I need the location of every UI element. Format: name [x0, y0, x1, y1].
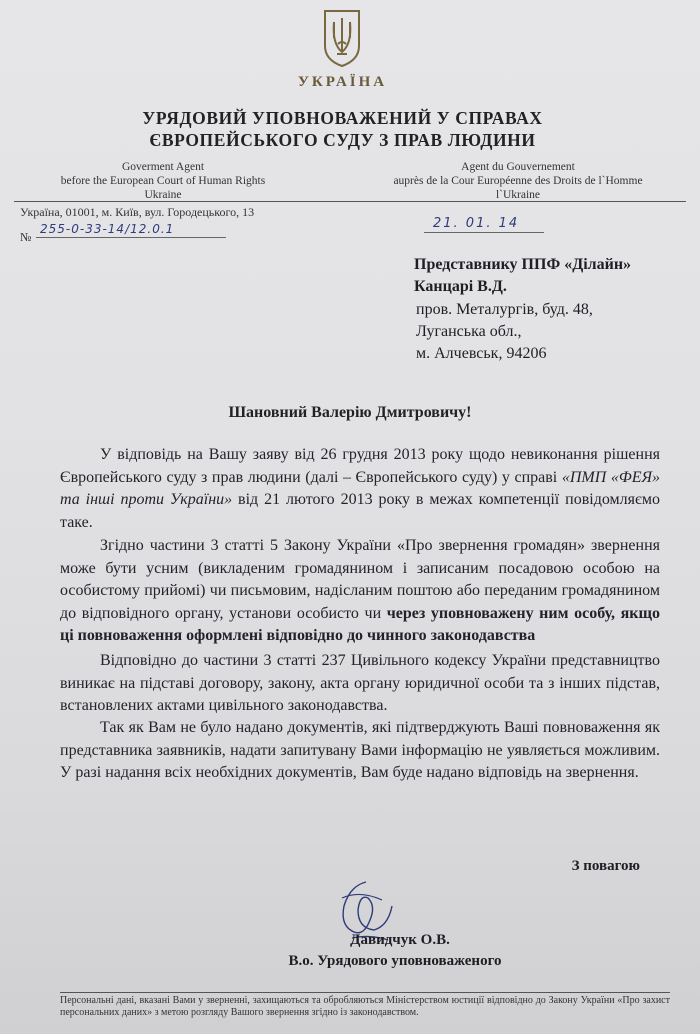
header-divider	[14, 201, 686, 202]
paragraph-2	[60, 535, 660, 648]
english-title-line1: Goverment Agent	[121, 161, 205, 173]
recipient-line3: пров. Металургів, буд. 48,	[416, 301, 593, 318]
number-label: №	[20, 230, 32, 244]
signer-name: Давидчук О.В.	[350, 932, 450, 948]
organization-title-line1: УРЯДОВИЙ УПОВНОВАЖЕНИЙ У СПРАВАХ	[142, 108, 543, 128]
personal-data-note: Персональні дані, вказані Вами у зверненні, захищаються та обробляються Міністерством юстиції відповідно до Закону України «Про захист персональних даних» з метою розгляду Вашого звернення згідно із законодавством.	[60, 995, 670, 1018]
english-title-line2: before the European Court of Human Rights	[60, 175, 266, 187]
sender-address: Україна, 01001, м. Київ, вул. Городецького, 13	[20, 205, 255, 219]
english-title-line3: Ukraine	[144, 189, 182, 201]
paragraph-4	[60, 717, 660, 785]
closing-regards: З повагою	[571, 858, 640, 874]
paragraph-2-bold-text: через уповноважену ним особу, якщо ці повноваження оформлені відповідно до чинного законодавства	[60, 604, 660, 644]
signer-title: В.о. Урядового уповноваженого	[288, 953, 502, 969]
letter-date: 21. 01. 14	[433, 216, 520, 231]
registration-number: 255-0-33-14/12.0.1	[40, 222, 175, 236]
footer-divider	[60, 992, 670, 993]
registration-number-line	[36, 237, 226, 238]
french-title	[368, 160, 668, 202]
french-title-line2: auprès de la Cour Européenne des Droits de l`Homme	[393, 175, 643, 187]
french-title-line3: l`Ukraine	[495, 189, 541, 201]
paragraph-1	[60, 444, 660, 534]
paragraph-3-text: Відповідно до частини 3 статті 237 Цивільного кодексу України представництво виникає на підставі договору, закону, акта органу юридичної особи та з інших підстав, встановлених актами цивільного законодавства.	[60, 652, 660, 714]
recipient-line1: Представнику ППФ «Ділайн»	[414, 256, 632, 273]
organization-title-line2: ЄВРОПЕЙСЬКОГО СУДУ З ПРАВ ЛЮДИНИ	[149, 130, 536, 150]
trident-coat-of-arms-icon	[322, 8, 362, 68]
paragraph-1-text-b: від 21 лютого 2013 року в межах компетенції повідомляємо таке.	[60, 491, 660, 531]
salutation: Шановний Валерію Дмитровичу!	[228, 404, 472, 421]
paragraph-4-text: Так як Вам не було надано документів, які підтверджують Ваші повноваження як представника заявників, надати запитувану Вами інформацію не уявляється можливим. У разі надання всіх необхідних документів, Вам буде надано відповідь на звернення.	[60, 719, 660, 781]
case-name: «ПМП «ФЕЯ» та інші проти України»	[60, 468, 660, 508]
recipient-line2: Канцарі В.Д.	[414, 278, 507, 295]
country-name: УКРАЇНА	[297, 74, 388, 90]
english-title	[28, 160, 298, 202]
letter-date-line	[424, 232, 544, 233]
recipient-line5: м. Алчевськ, 94206	[416, 345, 547, 362]
paragraph-3	[60, 650, 660, 718]
french-title-line1: Agent du Gouvernement	[461, 161, 575, 173]
paragraph-1-text-a: У відповідь на Вашу заяву від 26 грудня 2013 року щодо невиконання рішення Європейського суду з прав людини (далі – Європейського суду) у справі	[60, 446, 660, 486]
paragraph-2-text: Згідно частини 3 статті 5 Закону України «Про звернення громадян» звернення може бути усним (викладеним громадянином і записаним посадовою особою на особистому прийомі) чи письмовим, надісланим поштою або переданим громадянином до відповідного органу, установи особисто чи	[60, 537, 660, 622]
recipient-line4: Луганська обл.,	[416, 323, 522, 340]
